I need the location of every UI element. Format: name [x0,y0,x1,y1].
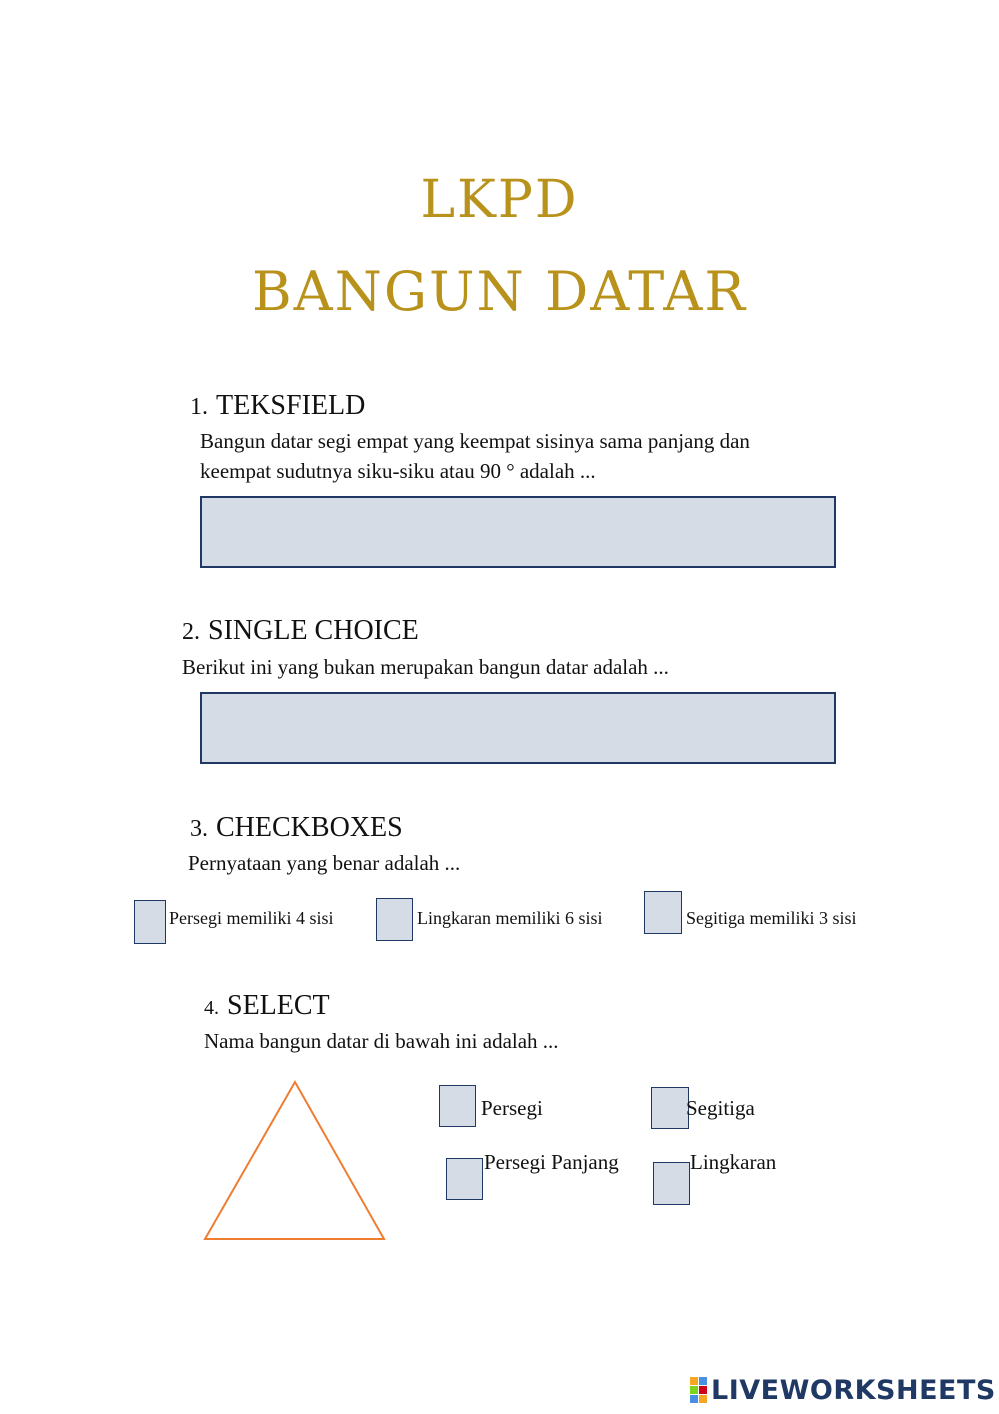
question-3-heading [190,812,403,844]
title-bangun-datar: BANGUN DATAR [251,260,748,323]
question-1-text-line2: keempat sudutnya siku-siku atau 90 ° adalah ... [200,459,596,483]
liveworksheets-logo-text: LIVEWORKSHEETS [711,1374,996,1406]
question-4-number: 4. [204,997,219,1019]
question-2-number: 2. [182,619,200,645]
select-option-segitiga-label: Segitiga [686,1096,755,1120]
select-option-persegi-panjang-label: Persegi Panjang [484,1150,619,1174]
checkbox-option-1-label: Persegi memiliki 4 sisi [169,908,334,928]
checkbox-option-1[interactable] [134,900,166,944]
liveworksheets-logo [690,1374,996,1406]
liveworksheets-logo-icon [690,1377,707,1403]
question-2-heading [182,615,419,647]
question-1-answer-textfield[interactable] [200,496,836,568]
question-2-title: SINGLE CHOICE [208,615,419,646]
question-4-title: SELECT [227,990,330,1021]
question-1-number: 1. [190,394,208,420]
question-1-heading [190,390,365,422]
select-option-lingkaran-box[interactable] [653,1162,690,1205]
triangle-shape [200,1078,390,1244]
question-1-text-line1: Bangun datar segi empat yang keempat sisinya sama panjang dan [200,429,750,453]
checkbox-option-3-label: Segitiga memiliki 3 sisi [686,908,857,928]
question-3-text: Pernyataan yang benar adalah ... [188,851,461,875]
select-option-segitiga-box[interactable] [651,1087,689,1129]
select-option-persegi-label: Persegi [481,1096,543,1120]
question-4-text: Nama bangun datar di bawah ini adalah ... [204,1029,559,1053]
checkbox-option-2-label: Lingkaran memiliki 6 sisi [417,908,603,928]
question-1-title: TEKSFIELD [216,390,366,421]
question-2-text: Berikut ini yang bukan merupakan bangun datar adalah ... [182,655,669,679]
checkbox-option-3[interactable] [644,891,682,934]
question-2-answer-choice[interactable] [200,692,836,764]
question-4-heading [204,990,330,1022]
checkbox-option-2[interactable] [376,898,413,941]
question-3-number: 3. [190,816,208,842]
select-option-persegi-panjang-box[interactable] [446,1158,483,1200]
title-lkpd: LKPD [420,170,579,230]
select-option-persegi-box[interactable] [439,1085,476,1127]
select-option-lingkaran-label: Lingkaran [690,1150,777,1174]
question-3-title: CHECKBOXES [216,812,403,843]
